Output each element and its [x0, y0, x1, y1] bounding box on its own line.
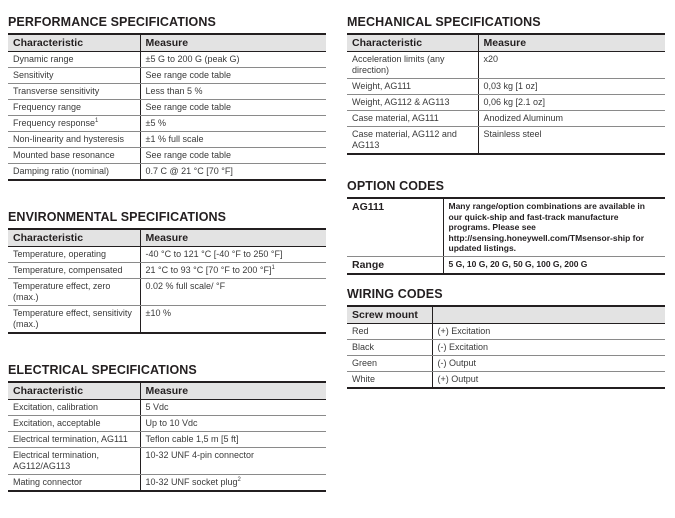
option-table [347, 197, 665, 275]
electrical-table [8, 381, 326, 492]
option-measure-cell: Many range/option combinations are available in our quick-ship and fast-track manufacture programs. Please see http://sensing.honeywell.com/TMsensor-ship for updated listings. [443, 198, 665, 256]
mechanical-measure-cell: Anodized Aluminum [478, 111, 665, 127]
mechanical-row [347, 111, 665, 127]
environmental-measure-cell: -40 °C to 121 °C [-40 °F to 250 °F] [140, 247, 326, 263]
electrical-characteristic-cell: Electrical termination, AG112/AG113 [8, 448, 140, 475]
performance-measure-cell: See range code table [140, 68, 326, 84]
electrical-row [8, 448, 326, 475]
mechanical-row [347, 79, 665, 95]
wiring-table [347, 305, 665, 389]
mechanical-row [347, 127, 665, 155]
performance-row [8, 84, 326, 100]
performance-measure-cell: ±5 G to 200 G (peak G) [140, 52, 326, 68]
environmental-row [8, 306, 326, 334]
performance-measure-cell: Less than 5 % [140, 84, 326, 100]
wiring-section [347, 287, 665, 389]
environmental-characteristic-cell: Temperature effect, zero (max.) [8, 279, 140, 306]
performance-characteristic-cell: Transverse sensitivity [8, 84, 140, 100]
wiring-measure-cell: (-) Output [432, 356, 665, 372]
performance-characteristic-cell: Dynamic range [8, 52, 140, 68]
electrical-measure-cell: Teflon cable 1,5 m [5 ft] [140, 432, 326, 448]
environmental-measure-cell: 21 °C to 93 °C [70 °F to 200 °F]$^1$ [140, 263, 326, 279]
option-characteristic-cell: Range [352, 258, 385, 271]
performance-col1-header: Characteristic [8, 34, 140, 52]
electrical-col1-header: Characteristic [8, 382, 140, 400]
environmental-characteristic-cell: Temperature effect, sensitivity (max.) [13, 308, 132, 329]
performance-row [8, 132, 326, 148]
environmental-col2-header: Measure [140, 229, 326, 247]
wiring-measure-cell: (+) Output [432, 372, 665, 389]
mechanical-section [347, 15, 665, 155]
wiring-title: WIRING CODES [347, 287, 443, 301]
wiring-characteristic-cell: Green [347, 356, 432, 372]
option-measure-cell: 5 G, 10 G, 20 G, 50 G, 100 G, 200 G [443, 256, 665, 274]
environmental-measure-cell: ±10 % [140, 306, 326, 334]
performance-measure-cell: ±5 % [140, 116, 326, 132]
mechanical-measure-cell: 0,03 kg [1 oz] [478, 79, 665, 95]
electrical-characteristic-cell: Electrical termination, AG111 [8, 432, 140, 448]
option-section [347, 179, 665, 275]
electrical-characteristic-cell: Mating connector [13, 477, 83, 487]
electrical-characteristic-cell: Excitation, calibration [8, 400, 140, 416]
environmental-table [8, 228, 326, 334]
electrical-characteristic-cell: Excitation, acceptable [8, 416, 140, 432]
performance-col2-header: Measure [140, 34, 326, 52]
wiring-col1-header: Screw mount [347, 306, 432, 324]
wiring-row [347, 340, 665, 356]
electrical-measure-cell: 10-32 UNF 4-pin connector [140, 448, 326, 475]
performance-row [8, 100, 326, 116]
performance-measure-cell: See range code table [140, 100, 326, 116]
environmental-title: ENVIRONMENTAL SPECIFICATIONS [8, 210, 227, 224]
wiring-measure-cell: (+) Excitation [432, 324, 665, 340]
mechanical-title: MECHANICAL SPECIFICATIONS [347, 15, 541, 29]
environmental-section [8, 210, 326, 334]
mechanical-characteristic-cell: Weight, AG111 [347, 79, 478, 95]
electrical-row [8, 400, 326, 416]
mechanical-col1-header: Characteristic [347, 34, 478, 52]
mechanical-col2-header: Measure [478, 34, 665, 52]
performance-row [8, 68, 326, 84]
mechanical-row [347, 52, 665, 79]
electrical-row [8, 432, 326, 448]
option-row [347, 256, 665, 274]
mechanical-characteristic-cell: Case material, AG111 [347, 111, 478, 127]
wiring-row [347, 372, 665, 389]
performance-row [8, 116, 326, 132]
mechanical-measure-cell: x20 [478, 52, 665, 79]
mechanical-characteristic-cell: Case material, AG112 and AG113 [352, 129, 457, 150]
electrical-title: ELECTRICAL SPECIFICATIONS [8, 363, 197, 377]
electrical-section [8, 363, 326, 492]
environmental-row [8, 263, 326, 279]
electrical-row [8, 416, 326, 432]
wiring-measure-cell: (-) Excitation [432, 340, 665, 356]
performance-row [8, 148, 326, 164]
performance-characteristic-cell: Frequency response$^1$ [8, 116, 140, 132]
environmental-measure-cell: 0.02 % full scale/ °F [140, 279, 326, 306]
performance-characteristic-cell: Sensitivity [8, 68, 140, 84]
performance-characteristic-cell: Frequency range [8, 100, 140, 116]
performance-row [8, 164, 326, 181]
performance-section [8, 15, 326, 181]
mechanical-row [347, 95, 665, 111]
environmental-col1-header: Characteristic [8, 229, 140, 247]
mechanical-table [347, 33, 665, 155]
electrical-row [8, 475, 326, 492]
electrical-measure-cell: Up to 10 Vdc [140, 416, 326, 432]
option-row [347, 198, 665, 256]
wiring-row [347, 324, 665, 340]
performance-measure-cell: 0.7 C @ 21 °C [70 °F] [140, 164, 326, 181]
environmental-characteristic-cell: Temperature, operating [8, 247, 140, 263]
mechanical-measure-cell: 0,06 kg [2.1 oz] [478, 95, 665, 111]
performance-table [8, 33, 326, 181]
option-title: OPTION CODES [347, 179, 445, 193]
performance-row [8, 52, 326, 68]
wiring-row [347, 356, 665, 372]
environmental-row [8, 247, 326, 263]
performance-characteristic-cell: Non-linearity and hysteresis [8, 132, 140, 148]
electrical-col2-header: Measure [140, 382, 326, 400]
mechanical-characteristic-cell: Weight, AG112 & AG113 [347, 95, 478, 111]
environmental-row [8, 279, 326, 306]
performance-measure-cell: See range code table [140, 148, 326, 164]
environmental-characteristic-cell: Temperature, compensated [8, 263, 140, 279]
electrical-measure-cell: 5 Vdc [140, 400, 326, 416]
performance-title: PERFORMANCE SPECIFICATIONS [8, 15, 216, 29]
option-characteristic-cell: AG111 [347, 198, 443, 256]
mechanical-characteristic-cell: Acceleration limits (any direction) [347, 52, 478, 79]
performance-characteristic-cell: Mounted base resonance [8, 148, 140, 164]
performance-measure-cell: ±1 % full scale [140, 132, 326, 148]
performance-characteristic-cell: Damping ratio (nominal) [13, 166, 110, 176]
electrical-measure-cell: 10-32 UNF socket plug$^2$ [140, 475, 326, 492]
wiring-characteristic-cell: Black [347, 340, 432, 356]
wiring-col2-header [432, 306, 665, 324]
wiring-characteristic-cell: White [352, 374, 376, 384]
wiring-characteristic-cell: Red [347, 324, 432, 340]
mechanical-measure-cell: Stainless steel [478, 127, 665, 155]
